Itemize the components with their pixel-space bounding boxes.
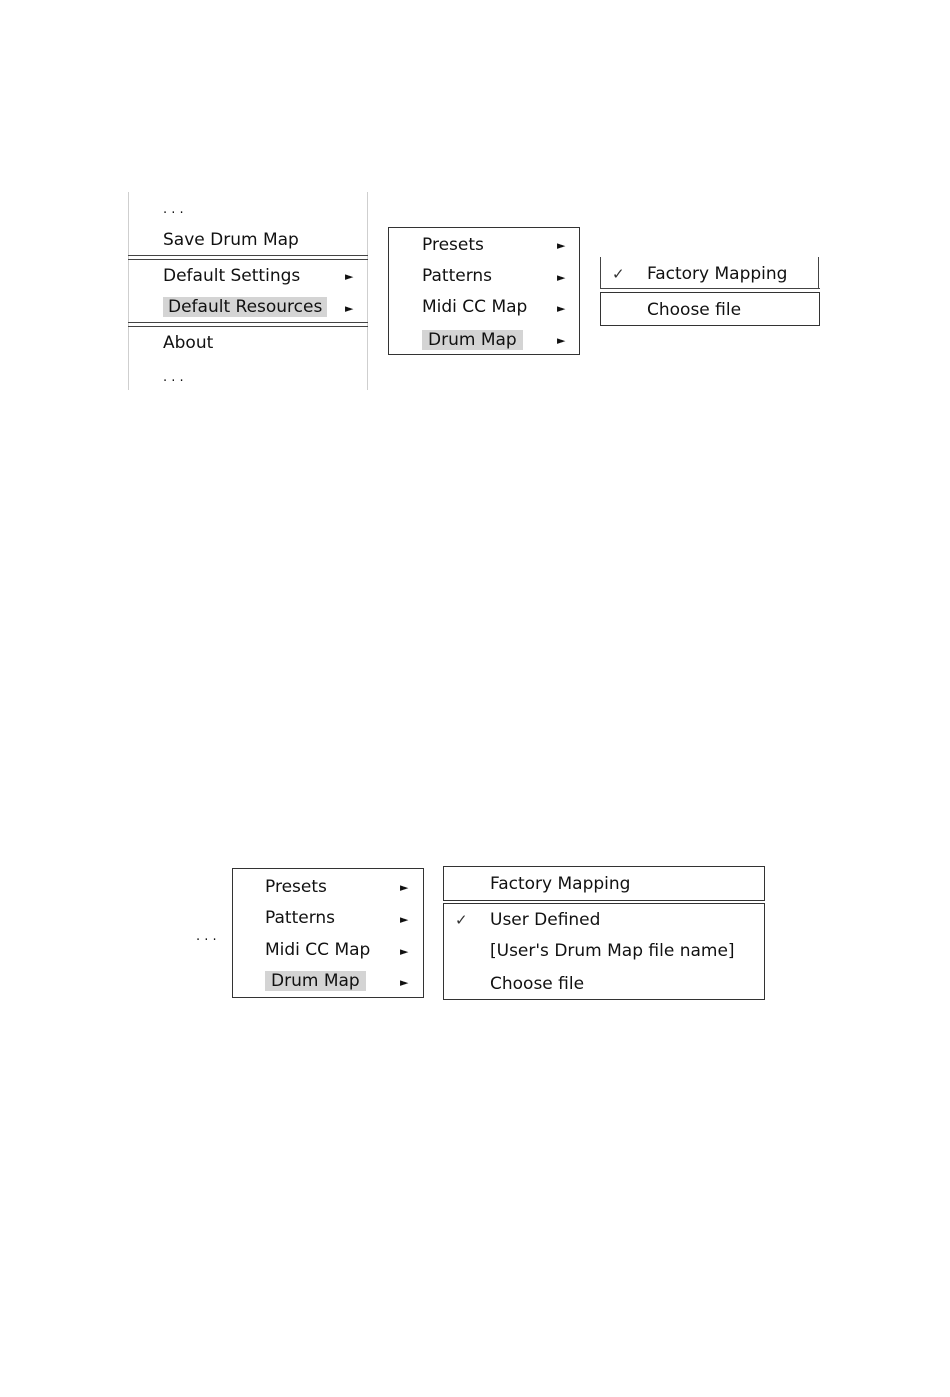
default-resources-arrow-icon: ► bbox=[345, 302, 354, 315]
midi-cc-map-arrow-icon: ► bbox=[557, 302, 566, 315]
menu-item-drum-map[interactable] bbox=[422, 329, 523, 351]
main-menu-left-edge bbox=[128, 192, 129, 390]
menu-item-users-file-name[interactable]: [User's Drum Map file name] bbox=[490, 941, 735, 961]
figure2-ellipsis: . . . bbox=[196, 929, 217, 944]
main-menu-separator-1b bbox=[128, 259, 368, 260]
menu-item-choose-file[interactable]: Choose file bbox=[647, 300, 742, 320]
drum-map-menu-left-edge bbox=[600, 257, 601, 289]
menu-item-about[interactable]: About bbox=[163, 333, 214, 353]
menu-item-presets[interactable]: Presets bbox=[422, 235, 484, 255]
menu-item-default-resources[interactable] bbox=[163, 296, 327, 318]
patterns-arrow-icon: ► bbox=[557, 271, 566, 284]
drum-map-arrow-icon: ► bbox=[557, 334, 566, 347]
drum-map-label: Drum Map bbox=[422, 330, 523, 350]
presets-arrow-icon-2: ► bbox=[400, 881, 409, 894]
main-menu-ellipsis-bottom: . . . bbox=[163, 370, 184, 385]
main-menu-separator-2 bbox=[128, 322, 368, 323]
presets-arrow-icon: ► bbox=[557, 239, 566, 252]
midi-cc-map-arrow-icon-2: ► bbox=[400, 945, 409, 958]
menu-item-patterns[interactable]: Patterns bbox=[422, 266, 493, 286]
main-menu-separator-1 bbox=[128, 255, 368, 256]
default-settings-arrow-icon: ► bbox=[345, 270, 354, 283]
default-resources-label: Default Resources bbox=[163, 297, 327, 317]
menu-item-drum-map-2[interactable] bbox=[265, 970, 366, 992]
main-menu-right-edge bbox=[367, 192, 368, 390]
user-defined-check-icon: ✓ bbox=[455, 911, 468, 929]
menu-item-default-settings[interactable]: Default Settings bbox=[163, 266, 301, 286]
menu-item-choose-file-2[interactable]: Choose file bbox=[490, 974, 585, 994]
menu-item-patterns-2[interactable]: Patterns bbox=[265, 908, 336, 928]
menu-item-user-defined[interactable]: User Defined bbox=[490, 910, 601, 930]
menu-item-factory-mapping[interactable]: Factory Mapping bbox=[647, 264, 788, 284]
menu-item-midi-cc-map-2[interactable]: Midi CC Map bbox=[265, 940, 371, 960]
factory-mapping-check-icon: ✓ bbox=[612, 265, 625, 283]
menu-item-midi-cc-map[interactable]: Midi CC Map bbox=[422, 297, 528, 317]
main-menu-ellipsis-top: . . . bbox=[163, 202, 184, 217]
menu-item-factory-mapping-2[interactable]: Factory Mapping bbox=[490, 874, 631, 894]
menu-item-presets-2[interactable]: Presets bbox=[265, 877, 327, 897]
menu-item-save-drum-map[interactable]: Save Drum Map bbox=[163, 230, 299, 250]
drum-map-menu-separator bbox=[600, 288, 820, 289]
drum-map-menu-right-edge bbox=[818, 257, 819, 289]
patterns-arrow-icon-2: ► bbox=[400, 913, 409, 926]
main-menu-separator-2b bbox=[128, 326, 368, 327]
drum-map-arrow-icon-2: ► bbox=[400, 976, 409, 989]
drum-map-label-2: Drum Map bbox=[265, 971, 366, 991]
